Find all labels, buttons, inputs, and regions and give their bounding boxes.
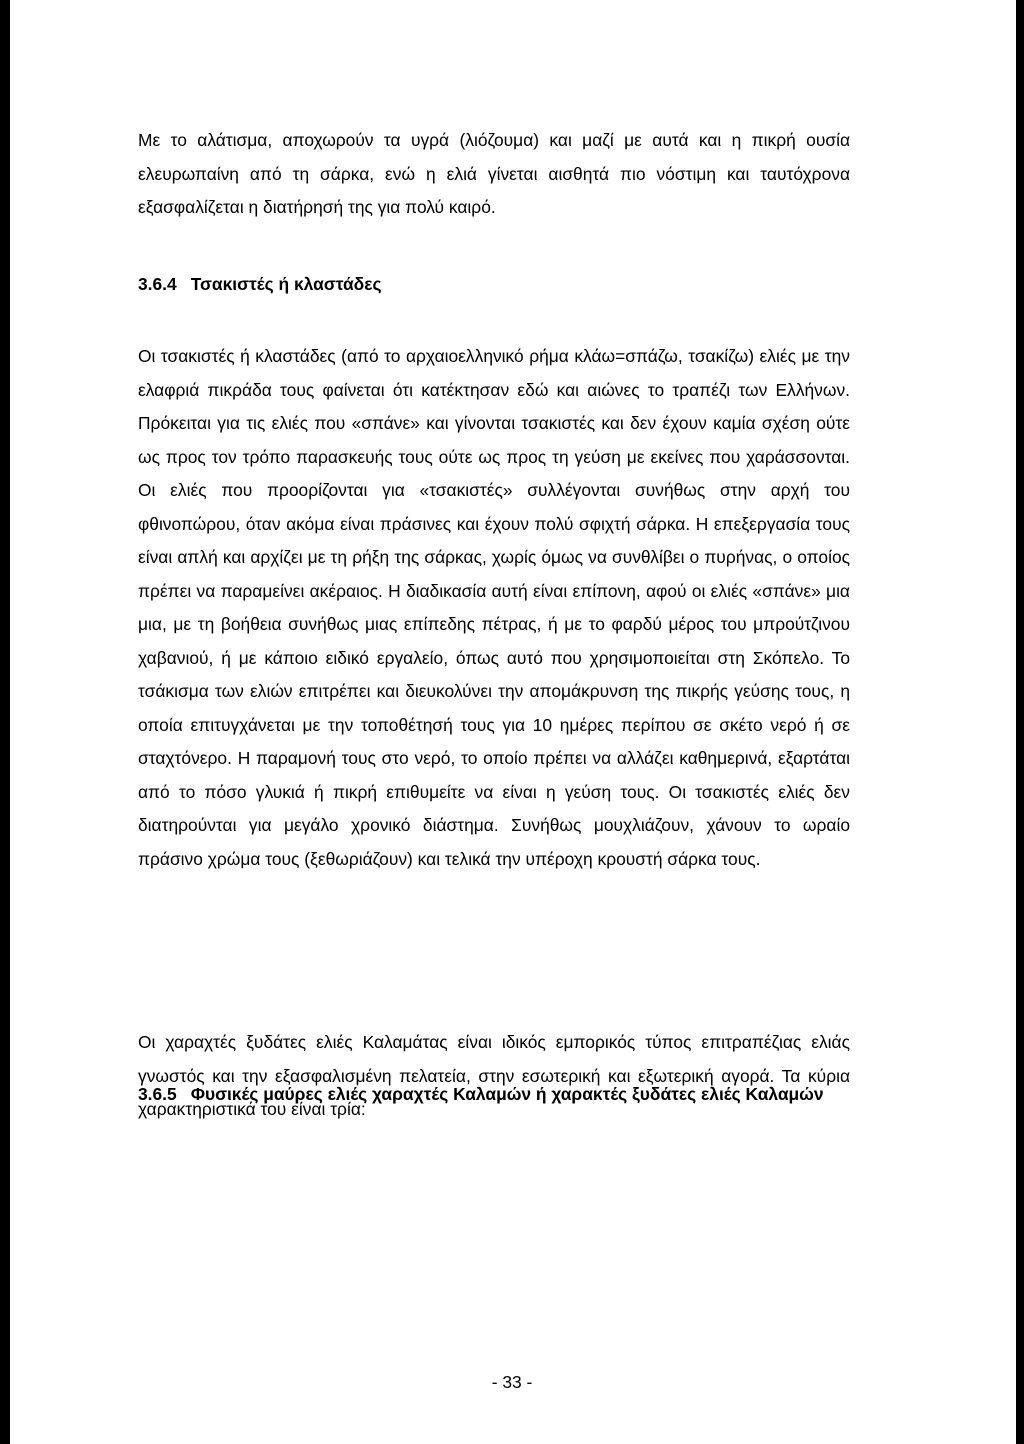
section-heading-3-6-4 — [138, 268, 850, 302]
paragraph-cracked-olives: Οι τσακιστές ή κλαστάδες (από το αρχαιοελληνικό ρήμα κλάω=σπάζω, τσακίζω) ελιές με την ελαφριά πικράδα τους φαίνεται ότι κατέκτησαν εδώ και αιώνες το τραπέζι των Ελλήνων. Πρόκειται για τις ελιές που «σπάνε» και γίνονται τσακιστές και δεν έχουν καμία σχέση ούτε ως προς τον τρόπο παρασκευής τους ούτε ως προς τη γεύση με εκείνες που χαράσσονται. Οι ελιές που προορίζονται για «τσακιστές» συλλέγονται συνήθως στην αρχή του φθινοπώρου, όταν ακόμα είναι πράσινες και έχουν πολύ σφιχτή σάρκα. Η επεξεργασία τους είναι απλή και αρχίζει με τη ρήξη της σάρκας, χωρίς όμως να συνθλίβει ο πυρήνας, ο οποίος πρέπει να παραμείνει ακέραιος. Η διαδικασία αυτή είναι επίπονη, αφού οι ελιές «σπάνε» μια μια, με τη βοήθεια συνήθως μιας επίπεδης πέτρας, ή με το φαρδύ μέρος του μπρούτζινου χαβανιού, ή με κάποιο ειδικό εργαλείο, όπως αυτό που χρησιμοποιείται στη Σκόπελο. Το τσάκισμα των ελιών επιτρέπει και διευκολύνει την απομάκρυνση της πικρής γεύσης τους, η οποία επιτυγχάνεται με την τοποθέτησή τους για 10 ημέρες περίπου σε σκέτο νερό ή σε σταχτόνερο. Η παραμονή τους στο νερό, το οποίο πρέπει να αλλάζει καθημερινά, εξαρτάται από το πόσο γλυκιά ή πικρή επιθυμείτε να είναι η γεύση τους. Οι τσακιστές ελιές δεν διατηρούνται για μεγάλο χρονικό διάστημα. Συνήθως μουχλιάζουν, χάνουν το ωραίο πράσινο χρώμα τους (ξεθωριάζουν) και τελικά την υπέροχη κρουστή σάρκα τους. — [138, 346, 850, 869]
paragraph-salting: Με το αλάτισμα, αποχωρούν τα υγρά (λιόζουμα) και μαζί με αυτά και η πικρή ουσία ελευρωπαίνη από τη σάρκα, ενώ η ελιά γίνεται αισθητά πιο νόστιμη και ταυτόχρονα εξασφαλίζεται η διατήρησή της για πολύ καιρό. — [138, 130, 850, 217]
scan-edge-right — [1016, 0, 1024, 1444]
section-number: 3.6.4 — [138, 274, 177, 294]
paragraph-kalamata-olives: Οι χαραχτές ξυδάτες ελιές Καλαμάτας είναι ιδικός εμπορικός τύπος επιτραπέζιας ελιάς γνωστός και την εξασφαλισμένη πελατεία, στην εσωτερική και εξωτερική αγορά. Τα κύρια χαρακτηριστικά του είναι τρία: — [138, 1032, 850, 1119]
section-title: Τσακιστές ή κλαστάδες — [190, 274, 382, 294]
page-number: - 33 - — [491, 1372, 533, 1392]
section-title: Φυσικές μαύρες ελιές χαραχτές Καλαμών ή χαρακτές ξυδάτες ελιές Καλαμών — [190, 1084, 824, 1104]
section-number: 3.6.5 — [138, 1084, 177, 1104]
scan-edge-left — [0, 0, 10, 1444]
